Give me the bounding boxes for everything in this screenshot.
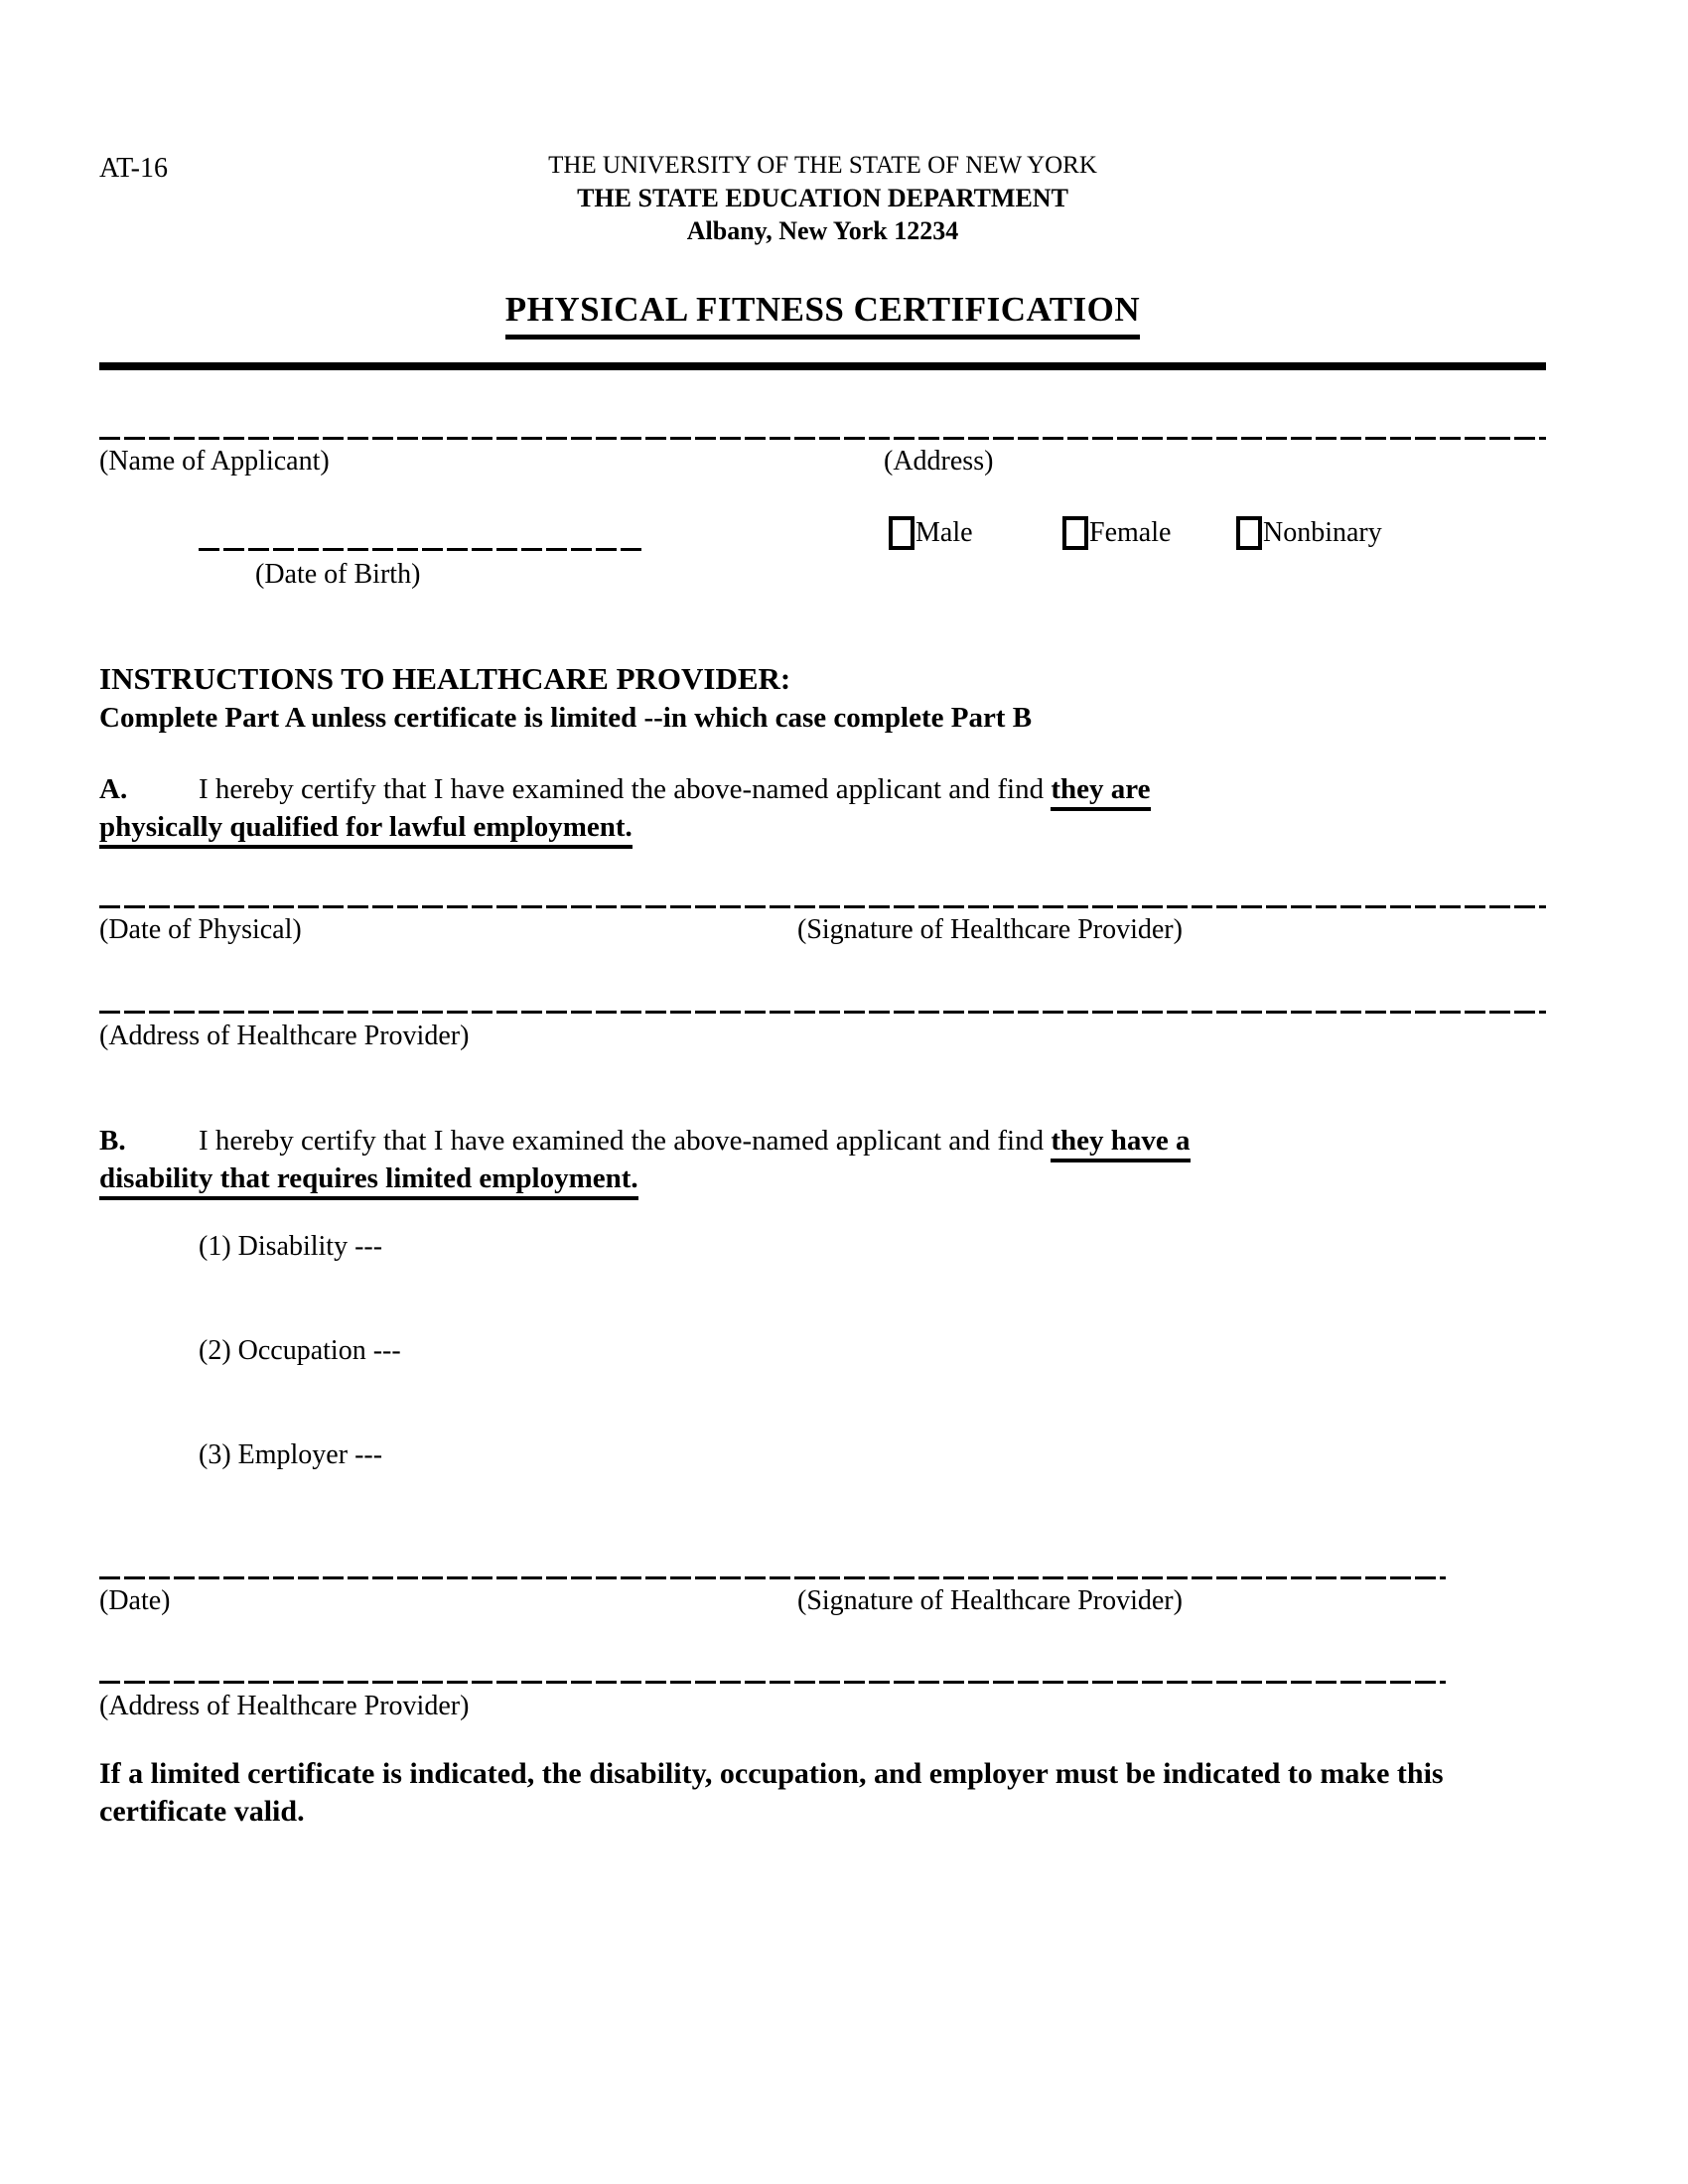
part-a-paragraph bbox=[99, 770, 1546, 846]
nonbinary-checkbox[interactable] bbox=[1236, 516, 1262, 550]
gender-option-nonbinary bbox=[1236, 516, 1382, 550]
part-a-text: I hereby certify that I have examined the above-named applicant and find bbox=[199, 773, 1052, 805]
gender-option-male bbox=[889, 516, 973, 550]
form-header bbox=[99, 149, 1546, 247]
part-a-emphasis-line2: physically qualified for lawful employment. bbox=[99, 811, 633, 849]
note-line1: If a limited certificate is indicated, the disability, occupation, and employer must be indicated to make this bbox=[99, 1757, 1444, 1790]
date-of-birth-fill-line[interactable] bbox=[199, 548, 643, 551]
part-b-paragraph bbox=[99, 1122, 1546, 1197]
occupation-item: (2) Occupation --- bbox=[199, 1335, 401, 1366]
address-label: (Address) bbox=[884, 446, 994, 477]
instructions-subheading: Complete Part A unless certificate is limited --in which case complete Part B bbox=[99, 702, 1033, 734]
form-number: AT-16 bbox=[99, 153, 168, 184]
gender-option-female bbox=[1062, 516, 1171, 550]
female-checkbox[interactable] bbox=[1062, 516, 1088, 550]
part-a-date-signature-labels bbox=[99, 914, 1546, 954]
employer-item: (3) Employer --- bbox=[199, 1439, 383, 1470]
page-title: PHYSICAL FITNESS CERTIFICATION bbox=[505, 290, 1140, 340]
part-a-address-labels bbox=[99, 1021, 1546, 1060]
part-a-emphasis-line1: they are bbox=[1051, 773, 1150, 811]
female-label: Female bbox=[1089, 517, 1172, 548]
part-a-label: A. bbox=[99, 773, 128, 805]
org-department: THE STATE EDUCATION DEPARTMENT bbox=[577, 184, 1068, 212]
part-b-provider-address-label: (Address of Healthcare Provider) bbox=[99, 1691, 470, 1721]
part-b-address-labels bbox=[99, 1691, 1546, 1730]
part-b-text: I hereby certify that I have examined the above-named applicant and find bbox=[199, 1125, 1052, 1157]
org-address: Albany, New York 12234 bbox=[686, 216, 959, 245]
title-row bbox=[99, 290, 1546, 340]
male-checkbox[interactable] bbox=[889, 516, 914, 550]
org-name: THE UNIVERSITY OF THE STATE OF NEW YORK bbox=[548, 152, 1097, 179]
date-of-birth-label: (Date of Birth) bbox=[255, 559, 421, 590]
name-address-labels bbox=[99, 446, 1546, 485]
part-b-label: B. bbox=[99, 1125, 126, 1157]
disability-item: (1) Disability --- bbox=[199, 1231, 383, 1262]
part-a-date-signature-fill-line[interactable] bbox=[99, 905, 1546, 908]
date-label: (Date) bbox=[99, 1585, 171, 1616]
instructions-heading: INSTRUCTIONS TO HEALTHCARE PROVIDER: bbox=[99, 661, 791, 696]
part-a-address-fill-line[interactable] bbox=[99, 1011, 1546, 1014]
part-a-provider-address-label: (Address of Healthcare Provider) bbox=[99, 1021, 470, 1051]
name-address-fill-line[interactable] bbox=[99, 437, 1546, 440]
male-label: Male bbox=[915, 517, 973, 548]
gender-options-row bbox=[99, 516, 1546, 560]
part-b-emphasis-line2: disability that requires limited employment. bbox=[99, 1162, 638, 1200]
name-of-applicant-label: (Name of Applicant) bbox=[99, 446, 330, 477]
org-block bbox=[99, 149, 1546, 247]
nonbinary-label: Nonbinary bbox=[1263, 517, 1382, 548]
part-b-signature-label: (Signature of Healthcare Provider) bbox=[797, 1585, 1183, 1616]
limited-certificate-note bbox=[99, 1755, 1546, 1831]
note-line2: certificate valid. bbox=[99, 1795, 305, 1828]
part-b-date-signature-labels bbox=[99, 1585, 1546, 1625]
part-b-emphasis-line1: they have a bbox=[1051, 1125, 1190, 1162]
part-a-signature-label: (Signature of Healthcare Provider) bbox=[797, 914, 1183, 945]
part-b-address-fill-line[interactable] bbox=[99, 1681, 1446, 1684]
date-of-physical-label: (Date of Physical) bbox=[99, 914, 302, 945]
horizontal-rule bbox=[99, 362, 1546, 370]
part-b-date-signature-fill-line[interactable] bbox=[99, 1576, 1446, 1579]
